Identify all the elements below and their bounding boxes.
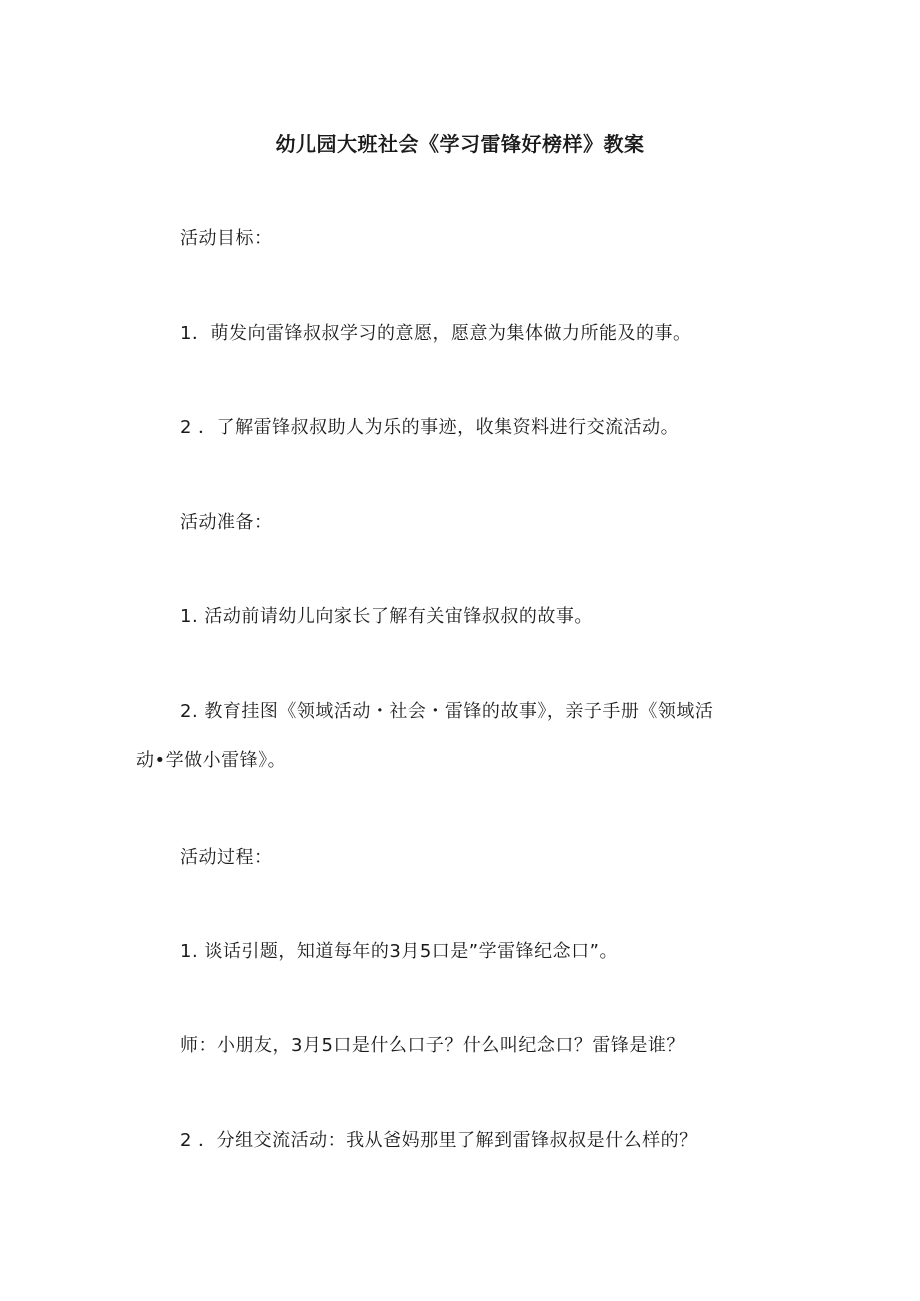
process-item-2: 2 ．分组交流活动：我从爸妈那里了解到雷锋叔叔是什么样的？ [180,1130,698,1151]
teacher-question: 师：小朋友，3月5口是什么口子？什么叫纪念口？雷锋是谁？ [180,1035,685,1056]
goal-item-2: 2 ．了解雷锋叔叔助人为乐的事迹，收集资料进行交流活动。 [180,417,680,438]
document-title: 幼儿园大班社会《学习雷锋好榜样》教案 [275,132,645,156]
preparation-item-2-continued: 动•学做小雷锋》。 [136,750,287,771]
preparation-item-2: 2. 教育挂图《领域活动・社会・雷锋的故事》，亲子手册《领域活 [180,701,714,722]
preparation-item-1: 1. 活动前请幼儿向家长了解有关宙锋叔叔的故事。 [180,606,593,627]
process-item-1: 1. 谈话引题，知道每年的3月5口是”学雷锋纪念口”。 [180,941,618,962]
section-heading-preparation: 活动准备： [180,512,273,533]
section-heading-goals: 活动目标： [180,228,273,249]
goal-item-1: 1．萌发向雷锋叔叔学习的意愿，愿意为集体做力所能及的事。 [180,323,692,344]
section-heading-process: 活动过程： [180,847,273,868]
